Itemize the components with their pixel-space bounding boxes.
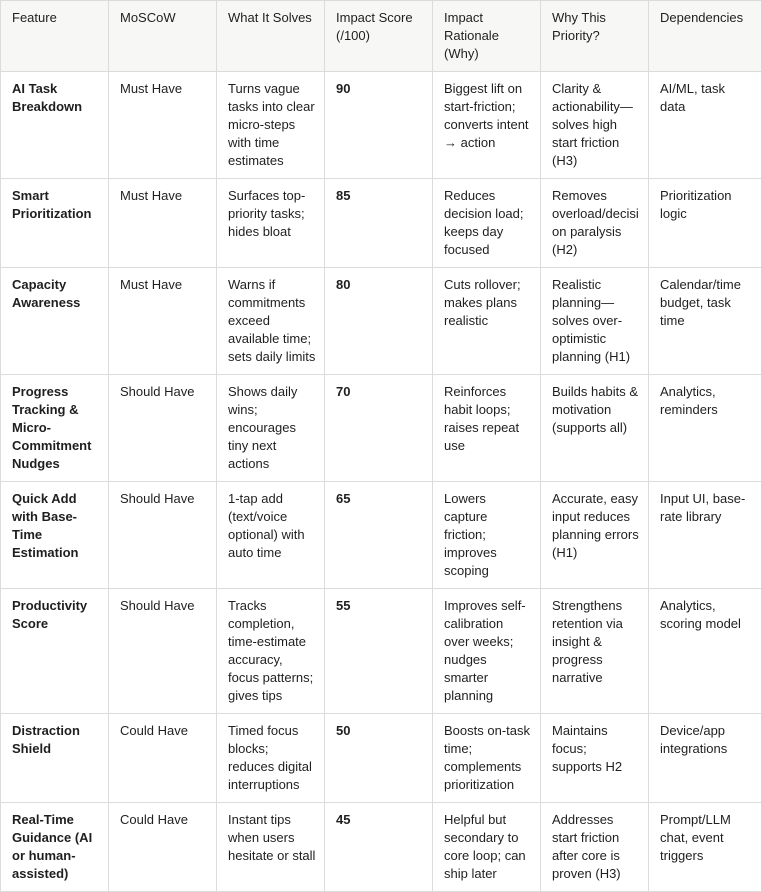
rationale-cell: Improves self-calibration over weeks; nudges smarter planning (433, 589, 541, 714)
rationale-cell: Reduces decision load; keeps day focused (433, 179, 541, 268)
table-row (1, 589, 761, 714)
feature-cell: Capacity Awareness (1, 268, 109, 375)
feature-cell: Quick Add with Base-Time Estimation (1, 482, 109, 589)
why-cell: Addresses start friction after core is proven (H3) (541, 803, 649, 892)
rationale-cell: Cuts rollover; makes plans realistic (433, 268, 541, 375)
moscow-cell: Could Have (109, 803, 217, 892)
header-impact-rationale: Impact Rationale (Why) (433, 1, 541, 72)
dependencies-cell: Prioritization logic (649, 179, 761, 268)
score-cell: 85 (325, 179, 433, 268)
why-cell: Maintains focus; supports H2 (541, 714, 649, 803)
header-row (1, 1, 761, 72)
score-cell: 80 (325, 268, 433, 375)
solves-cell: Shows daily wins; encourages tiny next actions (217, 375, 325, 482)
why-cell: Strengthens retention via insight & progress narrative (541, 589, 649, 714)
why-cell: Builds habits & motivation (supports all) (541, 375, 649, 482)
feature-cell: Productivity Score (1, 589, 109, 714)
solves-cell: Timed focus blocks; reduces digital interruptions (217, 714, 325, 803)
table-row (1, 803, 761, 892)
solves-cell: Surfaces top-priority tasks; hides bloat (217, 179, 325, 268)
table-row (1, 482, 761, 589)
header-feature: Feature (1, 1, 109, 72)
score-cell: 45 (325, 803, 433, 892)
header-moscow: MoSCoW (109, 1, 217, 72)
dependencies-cell: Calendar/time budget, task time (649, 268, 761, 375)
feature-cell: Progress Tracking & Micro-Commitment Nudges (1, 375, 109, 482)
feature-cell: Real-Time Guidance (AI or human-assisted) (1, 803, 109, 892)
score-cell: 70 (325, 375, 433, 482)
score-cell: 65 (325, 482, 433, 589)
moscow-cell: Must Have (109, 179, 217, 268)
dependencies-cell: Input UI, base-rate library (649, 482, 761, 589)
score-cell: 55 (325, 589, 433, 714)
dependencies-cell: Analytics, reminders (649, 375, 761, 482)
solves-cell: Instant tips when users hesitate or stall (217, 803, 325, 892)
header-dependencies: Dependencies (649, 1, 761, 72)
feature-cell: Distraction Shield (1, 714, 109, 803)
moscow-cell: Could Have (109, 714, 217, 803)
why-cell: Removes overload/decision paralysis (H2) (541, 179, 649, 268)
score-cell: 90 (325, 72, 433, 179)
moscow-cell: Should Have (109, 482, 217, 589)
table-row (1, 72, 761, 179)
rationale-cell: Helpful but secondary to core loop; can ship later (433, 803, 541, 892)
table-row (1, 179, 761, 268)
header-why-priority: Why This Priority? (541, 1, 649, 72)
rationale-cell: Boosts on-task time; complements prioritization (433, 714, 541, 803)
dependencies-cell: Analytics, scoring model (649, 589, 761, 714)
dependencies-cell: Prompt/LLM chat, event triggers (649, 803, 761, 892)
score-cell: 50 (325, 714, 433, 803)
header-impact-score: Impact Score (/100) (325, 1, 433, 72)
table-row (1, 268, 761, 375)
moscow-cell: Should Have (109, 589, 217, 714)
feature-cell: AI Task Breakdown (1, 72, 109, 179)
moscow-cell: Must Have (109, 268, 217, 375)
why-cell: Accurate, easy input reduces planning errors (H1) (541, 482, 649, 589)
header-what-it-solves: What It Solves (217, 1, 325, 72)
moscow-cell: Should Have (109, 375, 217, 482)
moscow-cell: Must Have (109, 72, 217, 179)
solves-cell: Tracks completion, time-estimate accuracy, focus patterns; gives tips (217, 589, 325, 714)
solves-cell: 1-tap add (text/voice optional) with auto time (217, 482, 325, 589)
table-row (1, 714, 761, 803)
why-cell: Realistic planning—solves over-optimistic planning (H1) (541, 268, 649, 375)
rationale-cell: Reinforces habit loops; raises repeat use (433, 375, 541, 482)
feature-cell: Smart Prioritization (1, 179, 109, 268)
table-row (1, 375, 761, 482)
solves-cell: Turns vague tasks into clear micro-steps with time estimates (217, 72, 325, 179)
solves-cell: Warns if commitments exceed available time; sets daily limits (217, 268, 325, 375)
why-cell: Clarity & actionability—solves high start friction (H3) (541, 72, 649, 179)
dependencies-cell: AI/ML, task data (649, 72, 761, 179)
rationale-cell: Biggest lift on start-friction; converts intent → action (433, 72, 541, 179)
dependencies-cell: Device/app integrations (649, 714, 761, 803)
rationale-cell: Lowers capture friction; improves scoping (433, 482, 541, 589)
